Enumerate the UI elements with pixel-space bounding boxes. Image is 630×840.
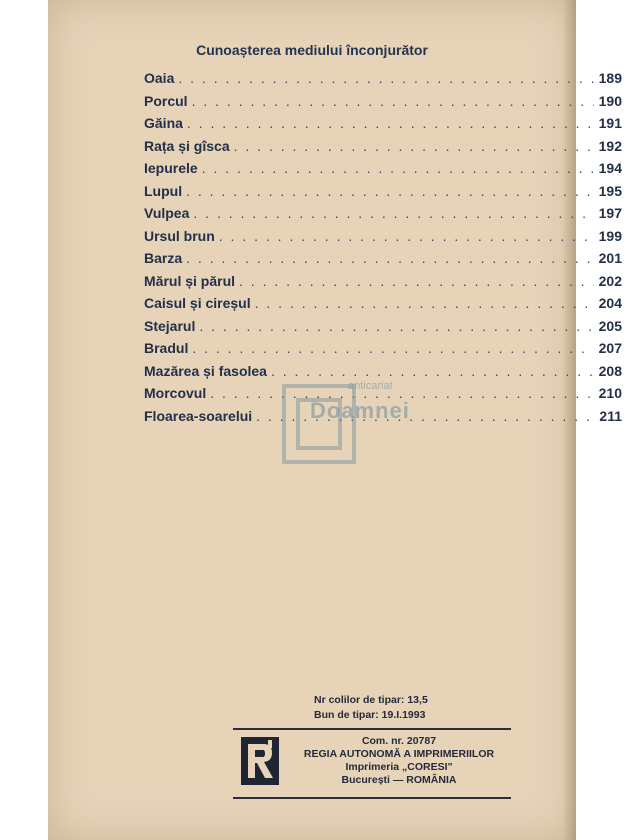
toc-dot-leader xyxy=(178,70,594,86)
toc-row xyxy=(144,340,622,363)
toc-entry-page: 190 xyxy=(598,92,622,109)
toc-entry-page: 205 xyxy=(598,317,622,334)
toc-entry-page: 204 xyxy=(598,295,622,311)
toc-dot-leader xyxy=(186,183,594,199)
watermark-text: Doamnei xyxy=(310,398,410,423)
toc-row xyxy=(144,250,622,273)
toc-row xyxy=(144,93,622,116)
imprint-city: București — ROMÂNIA xyxy=(341,774,457,786)
imprint-rule-top xyxy=(233,728,511,730)
toc-entry-title: Mărul și părul xyxy=(144,272,236,289)
toc-dot-leader xyxy=(186,250,594,266)
toc-row xyxy=(144,205,622,228)
toc-entry-page: 207 xyxy=(598,340,622,356)
toc-entry-page: 194 xyxy=(598,160,622,176)
toc-entry-title: Porcul xyxy=(144,92,188,109)
toc-dot-leader xyxy=(202,160,594,176)
toc-entry-title: Rața și gîsca xyxy=(144,137,230,154)
toc-entry-title: Vulpea xyxy=(144,205,190,221)
toc-entry-page: 201 xyxy=(598,250,622,266)
toc-entry-title: Caisul și cireșul xyxy=(144,295,251,311)
table-of-contents xyxy=(144,70,622,430)
toc-row xyxy=(144,138,622,161)
book-page xyxy=(48,0,622,840)
toc-dot-leader xyxy=(239,273,594,289)
toc-entry-page: 211 xyxy=(599,407,622,424)
imprint-rule-bottom xyxy=(233,797,511,799)
toc-entry-title: Ursul brun xyxy=(144,227,215,244)
toc-entry-title: Mazărea și fasolea xyxy=(144,362,267,379)
toc-dot-leader xyxy=(199,318,594,334)
printing-sheets: Nr colilor de tipar: 13,5 xyxy=(314,694,428,706)
printing-info xyxy=(314,693,428,723)
toc-dot-leader xyxy=(234,138,594,154)
toc-row xyxy=(144,295,622,318)
toc-entry-title: Floarea-soarelui xyxy=(144,407,253,424)
imprint-press: Imprimeria „CORESI" xyxy=(345,761,453,773)
toc-row xyxy=(144,115,622,138)
toc-entry-title: Bradul xyxy=(144,340,189,356)
toc-entry-page: 191 xyxy=(598,115,622,131)
toc-row xyxy=(144,160,622,183)
toc-entry-page: 189 xyxy=(598,70,622,86)
toc-row xyxy=(144,183,622,206)
printing-approved: Bun de tipar: 19.I.1993 xyxy=(314,709,426,721)
toc-entry-page: 195 xyxy=(598,182,622,199)
toc-entry-title: Barza xyxy=(144,250,183,266)
toc-dot-leader xyxy=(192,93,594,109)
imprint-order: Com. nr. 20787 xyxy=(361,735,437,747)
toc-entry-page: 199 xyxy=(598,227,622,244)
toc-dot-leader xyxy=(271,363,594,379)
toc-row xyxy=(144,318,622,341)
toc-entry-title: Oaia xyxy=(144,70,175,86)
imprint-company: REGIA AUTONOMĂ A IMPRIMERIILOR xyxy=(303,748,495,760)
toc-entry-title: Găina xyxy=(144,115,183,131)
toc-dot-leader xyxy=(255,295,594,311)
toc-entry-title: Stejarul xyxy=(144,317,196,334)
toc-entry-page: 208 xyxy=(598,362,622,379)
toc-row xyxy=(144,70,622,93)
watermark-logo-icon xyxy=(282,384,356,464)
watermark-caption: anticariat xyxy=(348,380,393,392)
toc-row xyxy=(144,273,622,296)
toc-entry-page: 202 xyxy=(598,272,622,289)
toc-dot-leader xyxy=(192,340,594,356)
toc-entry-page: 192 xyxy=(598,137,622,154)
imprint-block xyxy=(288,735,510,787)
toc-dot-leader xyxy=(219,228,594,244)
toc-entry-page: 210 xyxy=(598,385,622,401)
toc-dot-leader xyxy=(187,115,594,131)
toc-row xyxy=(144,228,622,251)
toc-entry-title: Lupul xyxy=(144,182,183,199)
toc-entry-title: Iepurele xyxy=(144,160,198,176)
toc-entry-page: 197 xyxy=(598,205,622,221)
publisher-logo-icon xyxy=(240,736,280,786)
section-heading: Cunoașterea mediului înconjurător xyxy=(196,42,428,58)
toc-dot-leader xyxy=(193,205,594,221)
toc-entry-title: Morcovul xyxy=(144,385,207,401)
